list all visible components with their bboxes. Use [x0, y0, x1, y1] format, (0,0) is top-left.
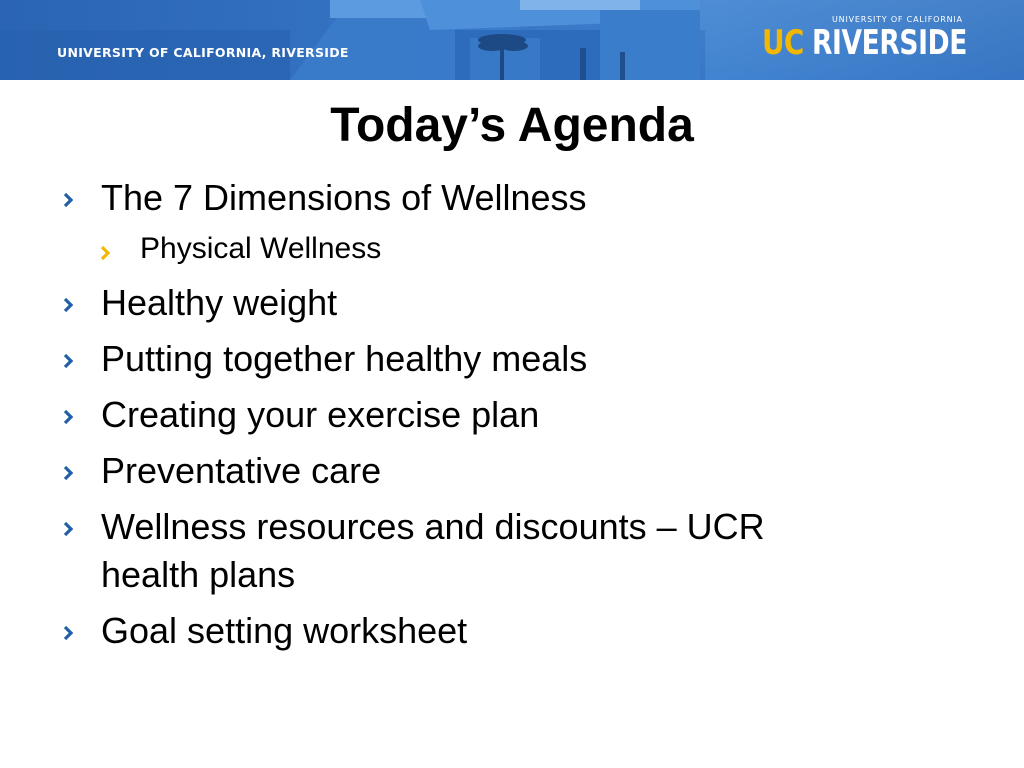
chevron-right-icon — [61, 192, 75, 208]
chevron-right-icon — [61, 409, 75, 425]
agenda-item-label: Healthy weight — [101, 282, 338, 323]
agenda-subitem-label: Physical Wellness — [140, 232, 382, 265]
chevron-right-icon — [61, 297, 75, 313]
chevron-right-icon — [98, 245, 112, 261]
agenda-item-label: Wellness resources and discounts – UCR — [101, 506, 765, 547]
chevron-right-icon — [61, 521, 75, 537]
logo-uc-text: UC — [762, 23, 804, 63]
logo-riverside-text: RIVERSIDE — [812, 23, 967, 63]
logo-university-text: UNIVERSITY OF CALIFORNIA — [832, 15, 963, 24]
chevron-right-icon — [61, 625, 75, 641]
agenda-item-label-continuation: health plans — [101, 554, 296, 595]
slide-title: Today’s Agenda — [330, 99, 694, 152]
agenda-item-label: Goal setting worksheet — [101, 610, 468, 651]
chevron-right-icon — [61, 353, 75, 369]
agenda-item-label: The 7 Dimensions of Wellness — [101, 177, 587, 218]
agenda-item-label: Preventative care — [101, 450, 382, 491]
agenda-item-label: Putting together healthy meals — [101, 338, 588, 379]
university-name-text: UNIVERSITY OF CALIFORNIA, RIVERSIDE — [57, 45, 349, 60]
agenda-item-label: Creating your exercise plan — [101, 394, 540, 435]
chevron-right-icon — [61, 465, 75, 481]
